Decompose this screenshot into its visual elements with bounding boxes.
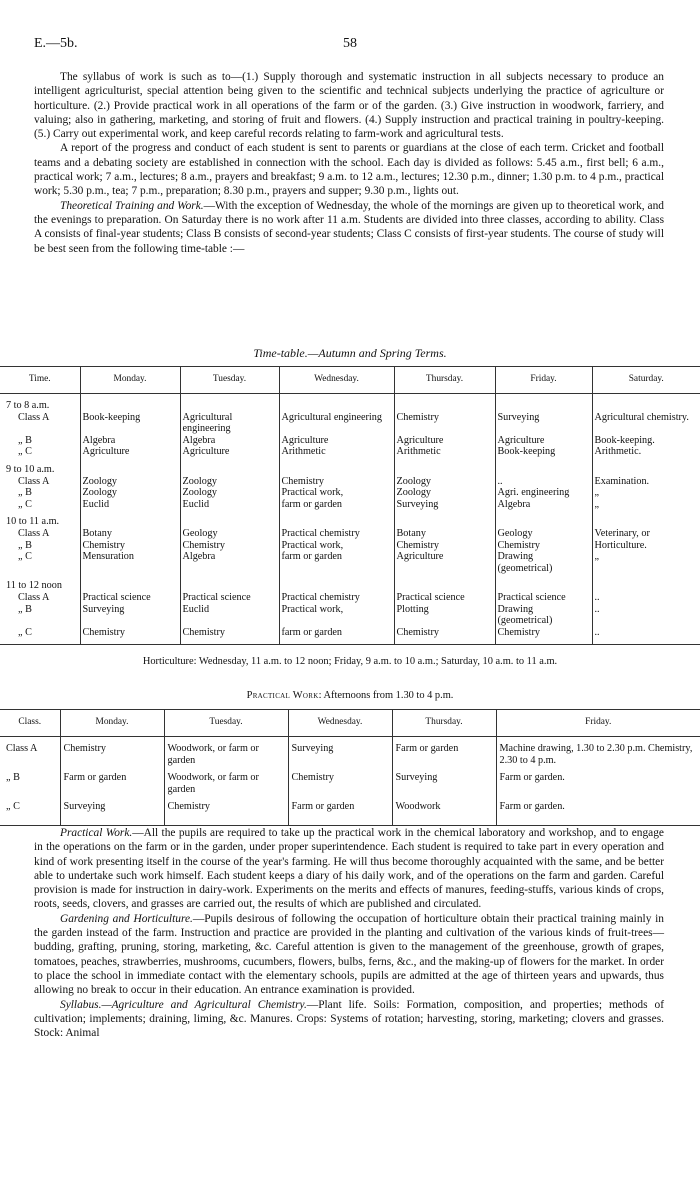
table-row (0, 499, 700, 511)
subject-friday: Agriculture (495, 435, 592, 447)
class-label: Class A (18, 527, 50, 539)
activity-monday: Chemistry (60, 743, 164, 772)
timetable-header-row (0, 367, 700, 394)
heading-gardening: Gardening and Horticulture. (60, 912, 193, 925)
activity-wednesday: Farm or garden (288, 801, 392, 819)
subject-tuesday: Geology (180, 528, 279, 540)
subject-saturday: „ (592, 551, 700, 574)
subject-friday: .. (495, 476, 592, 488)
heading-syllabus: Syllabus.—Agriculture and Agricultural Chemistry. (60, 998, 307, 1011)
time-slot: 7 to 8 a.m. (6, 400, 50, 411)
page-header (34, 36, 666, 54)
subject-wednesday: Practical work, (279, 487, 394, 499)
spacer-cell (592, 638, 700, 645)
spacer-cell (180, 638, 279, 645)
subject-monday: Book-keeping (80, 412, 180, 435)
paragraph-syllabus-agriculture (34, 998, 664, 1041)
subject-tuesday: Agriculture (180, 446, 279, 458)
subject-thursday: Agriculture (394, 551, 495, 574)
subject-tuesday: Zoology (180, 487, 279, 499)
activity-tuesday: Woodwork, or farm or garden (164, 772, 288, 801)
class-label: „ B (18, 603, 32, 615)
subject-friday: Agri. engineering (495, 487, 592, 499)
spacer-cell (0, 638, 80, 645)
subject-wednesday: Agriculture (279, 435, 394, 447)
subject-wednesday: Practical chemistry (279, 592, 394, 604)
text-syllabus: —Plant life. Soils: Formation, composition, and properties; methods of cultivation; implements; draining, liming, &c. Manures. Crops: Systems of rotation; harvesting, storing, marketing; clovers and grasses. Stock: Animal (34, 998, 664, 1040)
class-label: Class A (18, 411, 50, 423)
intro-section (34, 70, 664, 256)
empty-cell (80, 580, 180, 592)
table-row (0, 528, 700, 540)
spacer-cell (0, 819, 60, 826)
class-label: „ C (18, 498, 32, 510)
spacer-cell (496, 819, 700, 826)
time-slot: 10 to 11 a.m. (6, 516, 60, 528)
table-row (0, 801, 700, 819)
subject-saturday: Horticulture. (592, 540, 700, 552)
subject-monday: Euclid (80, 499, 180, 511)
empty-cell (180, 464, 279, 476)
subject-saturday: „ (592, 487, 700, 499)
empty-cell (180, 580, 279, 592)
paragraph-theoretical (34, 199, 664, 256)
subject-saturday: Veterinary, or (592, 528, 700, 540)
empty-cell (592, 464, 700, 476)
subject-thursday: Chemistry (394, 412, 495, 435)
time-block-row (0, 580, 700, 592)
subject-saturday: .. (592, 592, 700, 604)
header-friday: Friday. (496, 710, 700, 737)
header-tuesday: Tuesday. (180, 367, 279, 394)
paragraph-syllabus: The syllabus of work is such as to—(1.) Supply thorough and systematic instruction in all subjects necessary to produce an intelligent agriculturist, special attention being given to the scientific and technical subjects underlying the practice of agriculture or horticulture. (2.) Provide practical work in all operations of the farm or of the garden. (3.) Give instruction in woodwork, farriery, and valuing; also in gathering, marketing, and storing of fruit and flowers. (4.) Supply instruction and practical training in poultry-keeping. (5.) Carry out experimental work, and keep careful records relating to farm-work and agricultural tests. (34, 71, 664, 141)
paragraph-gardening (34, 912, 664, 998)
time-block-row (0, 400, 700, 412)
subject-thursday: Botany (394, 528, 495, 540)
table-row (0, 476, 700, 488)
empty-cell (394, 580, 495, 592)
document-reference: E.—5b. (34, 36, 78, 51)
header-thursday: Thursday. (392, 710, 496, 737)
subject-monday: Botany (80, 528, 180, 540)
class-label: „ C (18, 551, 32, 563)
time-slot: 9 to 10 a.m. (6, 463, 55, 475)
class-label: Class A (6, 743, 38, 754)
time-block-row (0, 516, 700, 528)
subject-thursday: Plotting (394, 604, 495, 627)
subject-wednesday: Agricultural engineering (279, 412, 394, 435)
subject-saturday: Agricultural chemistry. (592, 412, 700, 435)
subject-saturday: „ (592, 499, 700, 511)
subject-monday: Agriculture (80, 446, 180, 458)
header-friday: Friday. (495, 367, 592, 394)
practical-work-header-row (0, 710, 700, 737)
practical-work-title-caps: Practical Work (246, 690, 319, 701)
subject-wednesday: farm or garden (279, 499, 394, 511)
subject-friday: Chemistry (495, 540, 592, 552)
subject-wednesday: Arithmetic (279, 446, 394, 458)
body-section (34, 826, 664, 1040)
table-row (0, 446, 700, 458)
spacer-cell (288, 819, 392, 826)
class-label: „ B (18, 539, 32, 551)
subject-wednesday: farm or garden (279, 627, 394, 639)
empty-cell (495, 580, 592, 592)
subject-monday: Mensuration (80, 551, 180, 574)
practical-work-title-rest: : Afternoons from 1.30 to 4 p.m. (318, 690, 454, 701)
header-tuesday: Tuesday. (164, 710, 288, 737)
subject-friday: Geology (495, 528, 592, 540)
subject-monday: Zoology (80, 476, 180, 488)
class-label: Class A (18, 475, 50, 487)
subject-friday: Surveying (495, 412, 592, 435)
practical-work-table (0, 709, 700, 826)
spacer-row (0, 638, 700, 645)
activity-wednesday: Surveying (288, 743, 392, 772)
page-number: 58 (343, 36, 357, 51)
subject-thursday: Zoology (394, 476, 495, 488)
empty-cell (592, 400, 700, 412)
activity-tuesday: Chemistry (164, 801, 288, 819)
table-row (0, 604, 700, 627)
empty-cell (495, 516, 592, 528)
empty-cell (495, 464, 592, 476)
table-row (0, 412, 700, 435)
subject-tuesday: Chemistry (180, 540, 279, 552)
subject-monday: Practical science (80, 592, 180, 604)
empty-cell (80, 464, 180, 476)
header-thursday: Thursday. (394, 367, 495, 394)
subject-tuesday: Euclid (180, 499, 279, 511)
activity-friday: Farm or garden. (496, 772, 700, 801)
subject-thursday: Practical science (394, 592, 495, 604)
table-row (0, 592, 700, 604)
table-row (0, 487, 700, 499)
subject-monday: Zoology (80, 487, 180, 499)
subject-tuesday: Zoology (180, 476, 279, 488)
class-label: „ C (18, 626, 32, 638)
class-label: „ B (18, 434, 32, 446)
table-row (0, 627, 700, 639)
class-label: Class A (18, 591, 50, 603)
activity-monday: Surveying (60, 801, 164, 819)
activity-thursday: Surveying (392, 772, 496, 801)
empty-cell (394, 516, 495, 528)
class-label: „ B (18, 487, 32, 499)
subject-saturday: Arithmetic. (592, 446, 700, 458)
header-time: Time. (0, 367, 80, 394)
subject-saturday: Examination. (592, 476, 700, 488)
table-row (0, 435, 700, 447)
empty-cell (279, 400, 394, 412)
subject-monday: Algebra (80, 435, 180, 447)
table-row (0, 772, 700, 801)
paragraph-practical-work (34, 826, 664, 912)
empty-cell (394, 400, 495, 412)
activity-tuesday: Woodwork, or farm or garden (164, 743, 288, 772)
empty-cell (592, 580, 700, 592)
empty-cell (592, 516, 700, 528)
empty-cell (394, 464, 495, 476)
header-monday: Monday. (60, 710, 164, 737)
subject-wednesday: farm or garden (279, 551, 394, 574)
activity-wednesday: Chemistry (288, 772, 392, 801)
subject-wednesday: Chemistry (279, 476, 394, 488)
class-label: „ B (6, 772, 20, 784)
heading-theoretical: Theoretical Training and Work. (60, 199, 204, 212)
table-row (0, 540, 700, 552)
spacer-cell (392, 819, 496, 826)
subject-friday: Book-keeping (495, 446, 592, 458)
subject-tuesday: Chemistry (180, 627, 279, 639)
practical-work-title (0, 690, 700, 701)
class-label: „ C (6, 801, 20, 813)
empty-cell (180, 400, 279, 412)
time-block-row (0, 464, 700, 476)
activity-thursday: Farm or garden (392, 743, 496, 772)
empty-cell (80, 516, 180, 528)
subject-tuesday: Algebra (180, 551, 279, 574)
subject-monday: Surveying (80, 604, 180, 627)
header-wednesday: Wednesday. (279, 367, 394, 394)
spacer-row (0, 819, 700, 826)
subject-friday: Drawing (geometrical) (495, 604, 592, 627)
timetable (0, 366, 700, 645)
spacer-cell (495, 638, 592, 645)
subject-saturday: .. (592, 627, 700, 639)
empty-cell (180, 516, 279, 528)
class-label: „ C (18, 446, 32, 458)
text-theoretical: —With the exception of Wednesday, the whole of the mornings are given up to theoretical work, and the evenings to preparation. On Saturday there is no work after 11 a.m. Students are divided into three classes, according to ability. Class A consists of final-year students; Class B consists of second-year students; Class C consists of first-year students. The course of study will be best seen from the following time-table :— (34, 199, 664, 255)
subject-saturday: Book-keeping. (592, 435, 700, 447)
subject-thursday: Zoology (394, 487, 495, 499)
activity-thursday: Woodwork (392, 801, 496, 819)
spacer-cell (279, 638, 394, 645)
horticulture-note: Horticulture: Wednesday, 11 a.m. to 12 noon; Friday, 9 a.m. to 10 a.m.; Saturday, 10 a.m. to 11 a.m. (142, 656, 558, 667)
paragraph-report: A report of the progress and conduct of each student is sent to parents or guardians at the close of each term. Cricket and football teams and a debating society are established in connection with the school. Each day is divided as follows: 5.45 a.m., first bell; 6 a.m., practical work; 7 a.m., lectures; 8 a.m., prayers and breakfast; 9 a.m. to 12 a.m., lectures; 12.30 p.m., dinner; 1.30 p.m. to 4 p.m., practical work; 5.30 p.m., tea; 7 p.m., preparation; 8.30 p.m., prayers and supper; 9.30 p.m., lights out. (34, 142, 664, 198)
subject-tuesday: Agricultural engineering (180, 412, 279, 435)
subject-thursday: Surveying (394, 499, 495, 511)
spacer-cell (394, 638, 495, 645)
empty-cell (279, 464, 394, 476)
subject-monday: Chemistry (80, 540, 180, 552)
spacer-cell (60, 819, 164, 826)
empty-cell (279, 580, 394, 592)
empty-cell (279, 516, 394, 528)
activity-monday: Farm or garden (60, 772, 164, 801)
header-wednesday: Wednesday. (288, 710, 392, 737)
spacer-cell (80, 638, 180, 645)
subject-thursday: Chemistry (394, 540, 495, 552)
timetable-title: Time-table.—Autumn and Spring Terms. (253, 346, 447, 360)
text-gardening: —Pupils desirous of following the occupation of horticulture obtain their practical training mainly in the garden instead of the farm. Instruction and practice are provided in the planting and cultivation of the various kinds of fruit-trees—budding, grafting, pruning, storing, marketing, &c. Careful attention is given to the management of the greenhouse, growth of grapes, tomatoes, peaches, strawberries, mushrooms, cucumbers, flowers, bulbs, ferns, &c., and the making-up of flowers for the market. In order to place the school in immediate contact with the elementary schools, pupils are admitted at the age of thirteen years and upwards, thus allowing no break to occur in their education. An entrance examination is provided. (34, 912, 664, 997)
subject-friday: Algebra (495, 499, 592, 511)
header-class: Class. (0, 710, 60, 737)
subject-wednesday: Practical work, (279, 604, 394, 627)
subject-wednesday: Practical chemistry (279, 528, 394, 540)
header-monday: Monday. (80, 367, 180, 394)
subject-friday: Chemistry (495, 627, 592, 639)
subject-tuesday: Practical science (180, 592, 279, 604)
time-slot: 11 to 12 noon (6, 580, 62, 592)
subject-thursday: Chemistry (394, 627, 495, 639)
subject-monday: Chemistry (80, 627, 180, 639)
subject-friday: Practical science (495, 592, 592, 604)
empty-cell (495, 400, 592, 412)
activity-friday: Farm or garden. (496, 801, 700, 819)
subject-wednesday: Practical work, (279, 540, 394, 552)
subject-friday: Drawing (geometrical) (495, 551, 592, 574)
header-saturday: Saturday. (592, 367, 700, 394)
subject-saturday: .. (592, 604, 700, 627)
activity-friday: Machine drawing, 1.30 to 2.30 p.m. Chemistry, 2.30 to 4 p.m. (496, 743, 700, 772)
text-practical-work: —All the pupils are required to take up the practical work in the chemical laboratory and workshop, and to engage in the operations on the farm or in the garden, under proper superintendence. Each student is required to take part in every operation and kind of work presenting itself in the course of the year's farming. He will thus become thoroughly acquainted with the same, and be better able to undertake such work himself. Each student keeps a diary of his daily work, and of the operations on the farm and garden. Careful provision is made for instruction in dairy-work. Experiments on the merits and effects of manures, feeding-stuffs, various kinds of crops, roots, seeds, clovers, and grasses are carried out, the results of which are published and circulated. (34, 827, 664, 911)
heading-practical-work: Practical Work. (60, 827, 133, 839)
table-row (0, 743, 700, 772)
spacer-cell (164, 819, 288, 826)
subject-thursday: Agriculture (394, 435, 495, 447)
subject-tuesday: Euclid (180, 604, 279, 627)
table-row (0, 551, 700, 574)
subject-thursday: Arithmetic (394, 446, 495, 458)
empty-cell (80, 400, 180, 412)
subject-tuesday: Algebra (180, 435, 279, 447)
